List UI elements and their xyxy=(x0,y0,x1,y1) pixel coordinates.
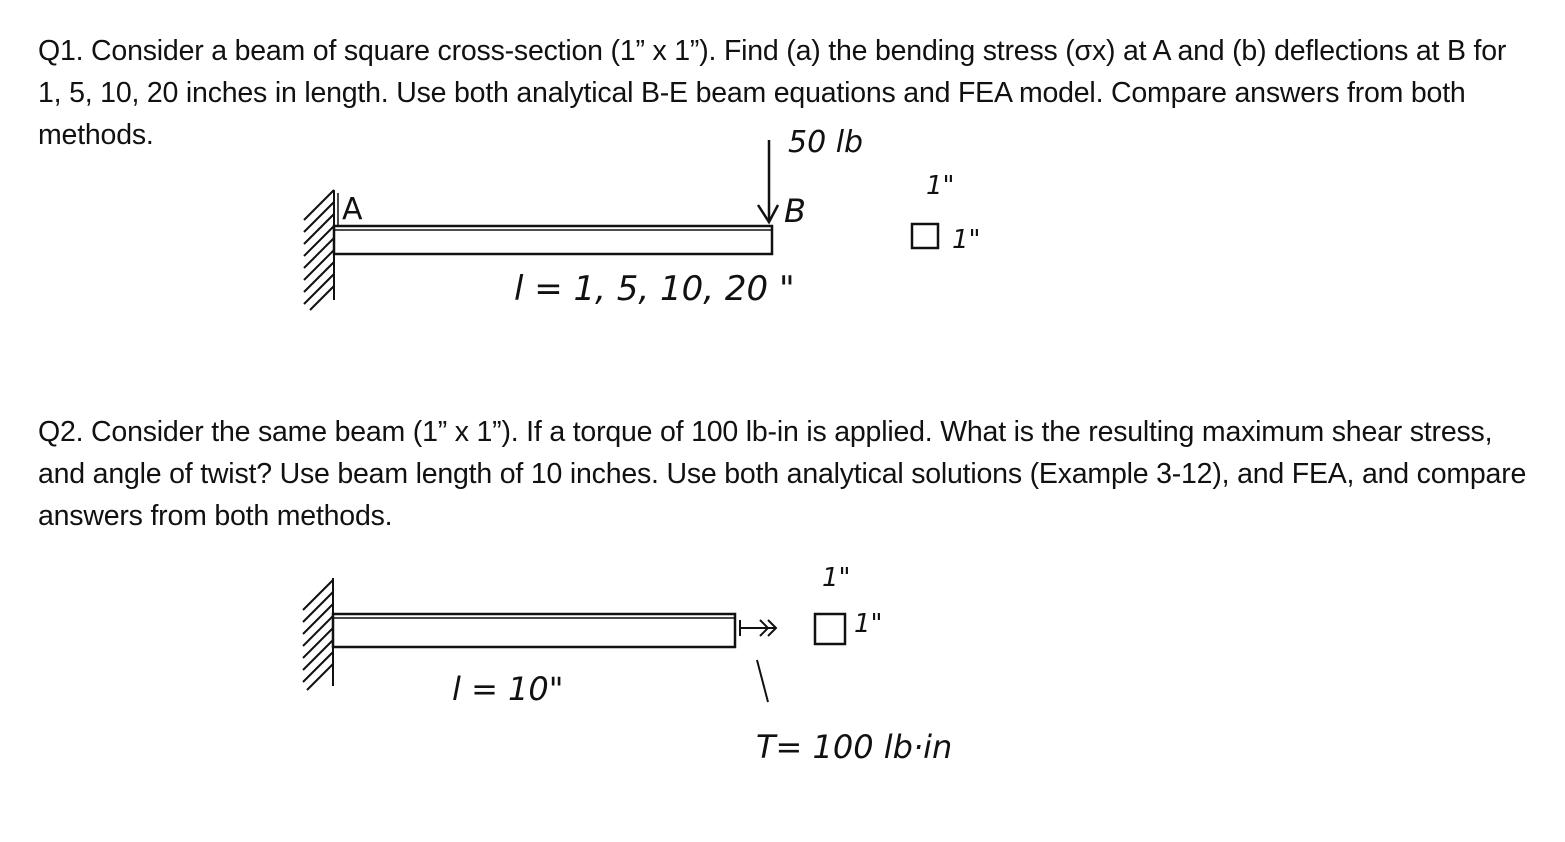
q1-cross-section xyxy=(912,171,981,255)
q1-section-height-label: 1" xyxy=(926,171,955,201)
q2-torque-label: T= 100 lb·in xyxy=(756,728,953,766)
q2-torque-leader-line xyxy=(757,660,768,702)
question-2-text: Q2. Consider the same beam (1” x 1”). If a torque of 100 lb-in is applied. What is the resulting maximum shear stress, and angle of twist? Use beam length of 10 inches. Use both analytical solutions (Example 3-12), and FEA, and compare answers from both methods. xyxy=(38,416,1527,532)
q1-beam xyxy=(334,226,772,254)
q1-fixed-wall xyxy=(304,190,334,310)
q1-point-a-label: A xyxy=(342,192,363,227)
q1-section-width-label: 1" xyxy=(952,225,981,255)
question-1-text: Q1. Consider a beam of square cross-section (1” x 1”). Find (a) the bending stress (σx) at A and (b) deflections at B for 1, 5, 10, 20 inches in length. Use both analytical B-E beam equations and FEA model. Compare answers from both methods. xyxy=(38,35,1507,151)
q1-length-label: l = 1, 5, 10, 20 " xyxy=(514,269,795,309)
q2-section-width-label: 1" xyxy=(854,609,883,639)
q2-cross-section xyxy=(815,563,883,644)
q1-point-b-label: B xyxy=(784,192,806,230)
q2-beam xyxy=(333,614,735,647)
q2-square-section-icon xyxy=(815,614,845,644)
q2-section-height-label: 1" xyxy=(822,563,851,593)
q2-fixed-wall xyxy=(303,578,333,690)
q2-length-label: l = 10" xyxy=(452,670,564,708)
q1-load-label: 50 lb xyxy=(788,125,864,160)
q2-torque-arrow-icon xyxy=(740,620,776,636)
q1-square-section-icon xyxy=(912,224,938,248)
